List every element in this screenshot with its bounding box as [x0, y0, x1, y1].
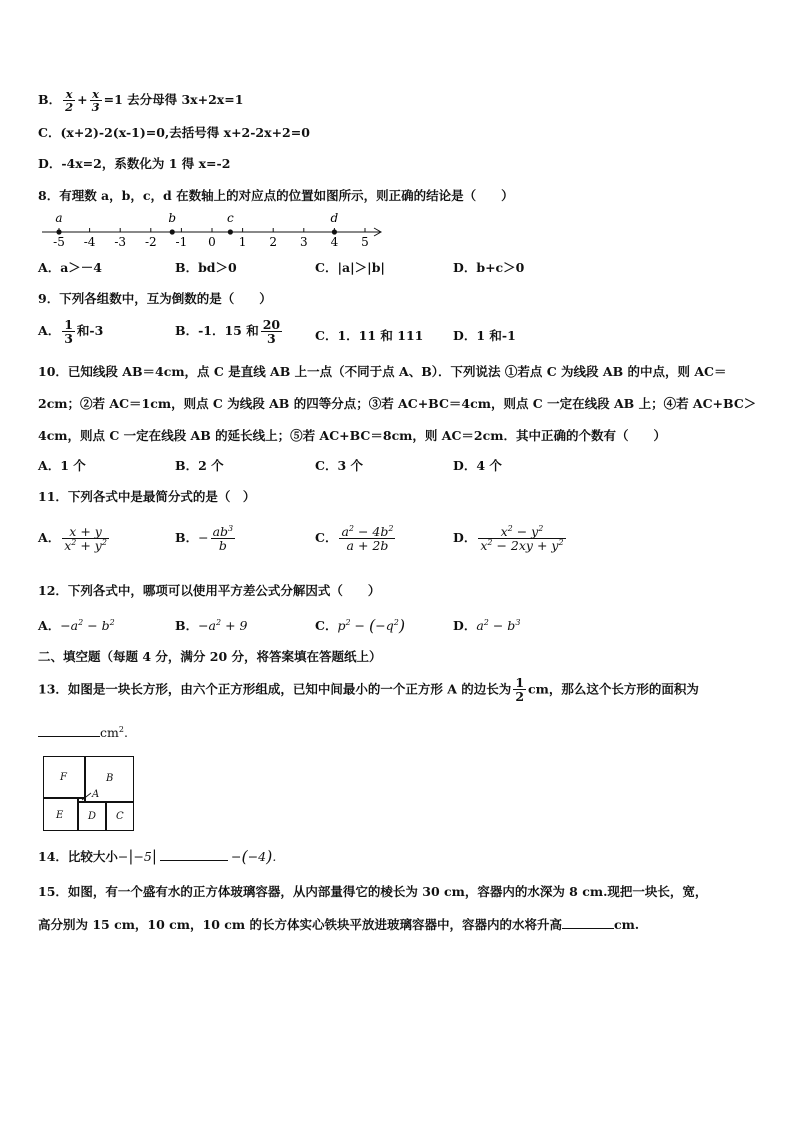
q9-option-c: C．1．11 和 111 [315, 328, 424, 343]
q10-line-1: 10．已知线段 AB＝4cm，点 C 是直线 AB 上一点（不同于点 A、B）．下列说法 ①若点 C 为线段 AB 的中点，则 AC＝ [38, 364, 727, 379]
q14-line: 14．比较大小−|−5| −(−4). [38, 847, 277, 866]
rectangle-figure: F B A E D C [43, 756, 134, 831]
q11-option-c: C． $\frac{a^2 - 4b^2}{a + 2b}$ [315, 524, 394, 554]
tick-label: 2 [269, 235, 278, 249]
tick-label: -5 [53, 235, 65, 249]
tick-label: -2 [144, 235, 157, 249]
q8-stem: 8．有理数 a，b，c，d 在数轴上的对应点的位置如图所示，则正确的结论是（ ） [38, 188, 514, 203]
tick-label: 5 [361, 235, 369, 249]
q10-option-d: D．4 个 [453, 458, 502, 473]
q7-option-d: D．-4x=2，系数化为 1 得 x=-2 [38, 156, 231, 171]
q10-option-c: C．3 个 [315, 458, 363, 473]
q9-option-d: D．1 和-1 [453, 328, 516, 343]
q8-option-d: D．b+c＞0 [453, 260, 525, 275]
q11-option-d: D． $\frac{x^2 - y^2}{x^2 - 2xy + y^2}$ [453, 524, 564, 554]
point-d [332, 229, 337, 234]
q15-line-1: 15．如图，有一个盛有水的正方体玻璃容器，从内部量得它的棱长为 30 cm，容器内的水深为 8 cm.现把一块长，宽， [38, 884, 708, 899]
q10-option-b: B．2 个 [175, 458, 224, 473]
q11-stem: 11．下列各式中是最简分式的是（ ） [38, 489, 256, 504]
point-b [170, 229, 175, 234]
q11-option-a: A． $\frac{x + y}{x^2 + y^2}$ [38, 524, 107, 554]
q9-option-a: A． $\frac{1}{3}$ 和-3 [38, 317, 104, 347]
q13-line-1: 13．如图是一块长方形，由六个正方形组成，已知中间最小的一个正方形 A 的边长为 $\frac{1}{2}$ cm，那么这个长方形的面积为 [38, 675, 699, 705]
q12-option-a: A．$-a^2 - b^2$ [38, 618, 115, 633]
q8-option-b: B．bd＞0 [175, 260, 237, 275]
q13-answer-blank[interactable] [38, 726, 100, 737]
q7-option-c: C．(x+2)-2(x-1)=0,去括号得 x+2-2x+2=0 [38, 125, 310, 140]
tick-label: -1 [175, 235, 188, 249]
q12-option-c: C．$p^2 - (-q^2)$ [315, 616, 406, 635]
tick-label: 0 [208, 235, 216, 249]
q15-line-2: 高分别为 15 cm，10 cm，10 cm 的长方体实心铁块平放进玻璃容器中，容器内的水将升高 cm. [38, 917, 640, 932]
q14-answer-blank[interactable] [160, 850, 228, 861]
q10-line-3: 4cm，则点 C 一定在线段 AB 的延长线上；⑤若 AC+BC＝8cm，则 AC＝2cm．其中正确的个数有（ ） [38, 428, 666, 443]
q12-stem: 12．下列各式中，哪项可以使用平方差公式分解因式（ ） [38, 583, 381, 598]
q8-option-c: C．|a|＞|b| [315, 260, 385, 275]
q13-line-2: $cm^2$. [38, 726, 128, 740]
point-label-c: c [226, 211, 234, 225]
section-2-heading: 二、填空题（每题 4 分，满分 20 分，将答案填在答题纸上） [38, 649, 382, 664]
q10-line-2: 2cm；②若 AC＝1cm，则点 C 为线段 AB 的四等分点；③若 AC+BC＝4cm，则点 C 一定在线段 AB 上；④若 AC+BC＞ [38, 396, 757, 411]
q15-answer-blank[interactable] [562, 918, 614, 929]
q7-option-b: B． $\frac{x}{2}$ + $\frac{x}{3}$ =1 去分母得 3x+2x=1 [38, 87, 244, 115]
q12-option-b: B．$-a^2 + 9$ [175, 618, 248, 633]
point-label-a: a [55, 211, 63, 225]
tick-label: -3 [114, 235, 127, 249]
tick-label: -4 [83, 235, 96, 249]
q9-option-b: B．-1．15 和 $\frac{20}{3}$ [175, 317, 281, 347]
q9-stem: 9．下列各组数中，互为倒数的是（ ） [38, 291, 272, 306]
q11-option-b: B．− $\frac{ab^3}{b}$ [175, 524, 234, 554]
point-label-b: b [168, 211, 177, 225]
point-c [228, 229, 233, 234]
q10-option-a: A．1 个 [38, 458, 86, 473]
q8-option-a: A．a＞－4 [38, 260, 102, 275]
point-label-d: d [330, 211, 339, 225]
tick-label: 4 [330, 235, 339, 249]
tick-label: 1 [238, 235, 247, 249]
point-a [56, 229, 61, 234]
q12-option-d: D．$a^2 - b^3$ [453, 618, 521, 633]
tick-label: 3 [299, 235, 308, 249]
number-line [36, 208, 388, 250]
